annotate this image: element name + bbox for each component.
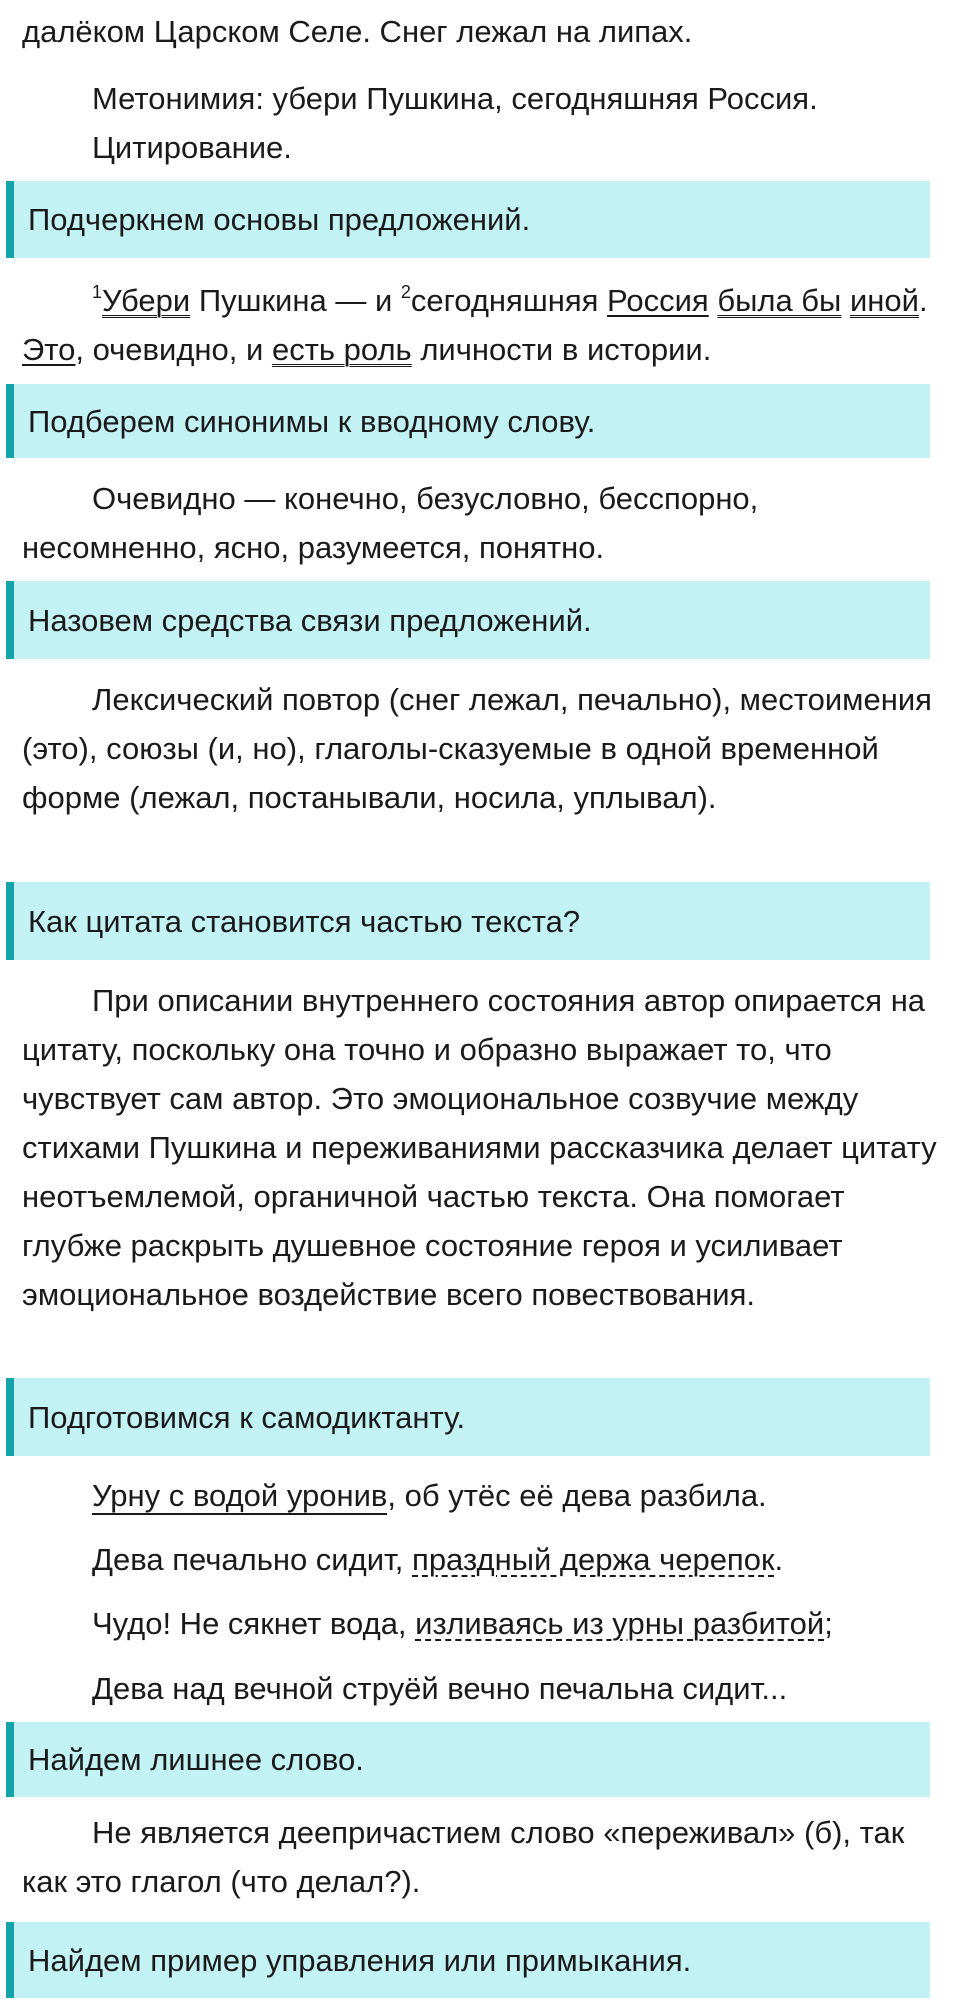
metonymy-line-1: Метонимия: убери Пушкина, сегодняшняя Россия. [92,81,818,116]
clause-number-1: 1 [92,282,103,302]
participial-phrase-2: праздный держа черепок [412,1542,775,1577]
metonymy-line-2: Цитирование. [92,130,292,165]
quote-text: При описании внутреннего состояния автор опирается на цитату, поскольку она точно и образно выражает то, что чувствует сам автор. Это эмоциональное созвучие между стихами Пушкина и переживаниями рассказчика делает цитату неотъемлемой, органичной частью текста. Она помогает глубже раскрыть душевное состояние героя и усиливает эмоциональное воздействие всего повествования. [22,983,937,1312]
section-heading-quote [6,882,930,960]
participial-phrase-1: Урну с водой уронив [92,1478,388,1513]
participial-phrase-3: изливаясь из урны разбитой [415,1606,825,1641]
section-heading-dictation [6,1378,930,1456]
section-heading-text: Назовем средства связи предложений. [28,602,592,638]
predicate-uberi: Убери [102,283,191,318]
section-heading-text: Подготовимся к самодиктанту. [28,1399,466,1435]
section-heading-bases [6,181,930,258]
extra-word-text: Не является деепричастием слово «переживал» (б), так как это глагол (что делал?). [22,1815,905,1899]
subject-rossiya: Россия [607,283,709,318]
verse-line-1: Урну с водой уронив, об утёс её дева разбила. [92,1478,767,1513]
section-heading-links [6,581,930,659]
subject-eto: Это [22,332,76,367]
predicate-inoy: иной [849,283,919,318]
section-heading-text: Найдем пример управления или примыкания. [28,1942,692,1978]
links-text: Лексический повтор (снег лежал, печально), местоимения (это), союзы (и, но), глаголы-сказуемые в одной временной форме (лежал, постанывали, носила, уплывал). [22,682,932,815]
predicate-byla-by: была бы [717,283,842,318]
section-heading-text: Подберем синонимы к вводному слову. [28,403,596,439]
clause-number-2: 2 [400,282,411,302]
top-line: далёком Царском Селе. Снег лежал на липах. [22,14,693,49]
section-heading-synonyms [6,384,930,458]
sentence-bases: $^1$Убери Пушкина — и $^2$сегодняшняя Россия была бы иной. Это, очевидно, и есть роль личности в истории. [22,282,928,367]
section-heading-text: Найдем лишнее слово. [28,1742,364,1777]
section-heading-government [6,1922,930,1998]
verse-line-4: Дева над вечной струёй вечно печальна сидит... [92,1671,788,1706]
verse-line-3: Чудо! Не сякнет вода, изливаясь из урны разбитой; [92,1606,833,1641]
section-heading-text: Как цитата становится частью текста? [28,903,581,939]
predicate-est-rol: есть роль [271,332,412,367]
section-heading-extra-word [6,1722,930,1797]
verse-line-2: Дева печально сидит, праздный держа черепок. [92,1542,784,1577]
synonyms-text: Очевидно — конечно, безусловно, бесспорно, несомненно, ясно, разумеется, понятно. [22,481,759,565]
section-heading-text: Подчеркнем основы предложений. [28,202,531,237]
